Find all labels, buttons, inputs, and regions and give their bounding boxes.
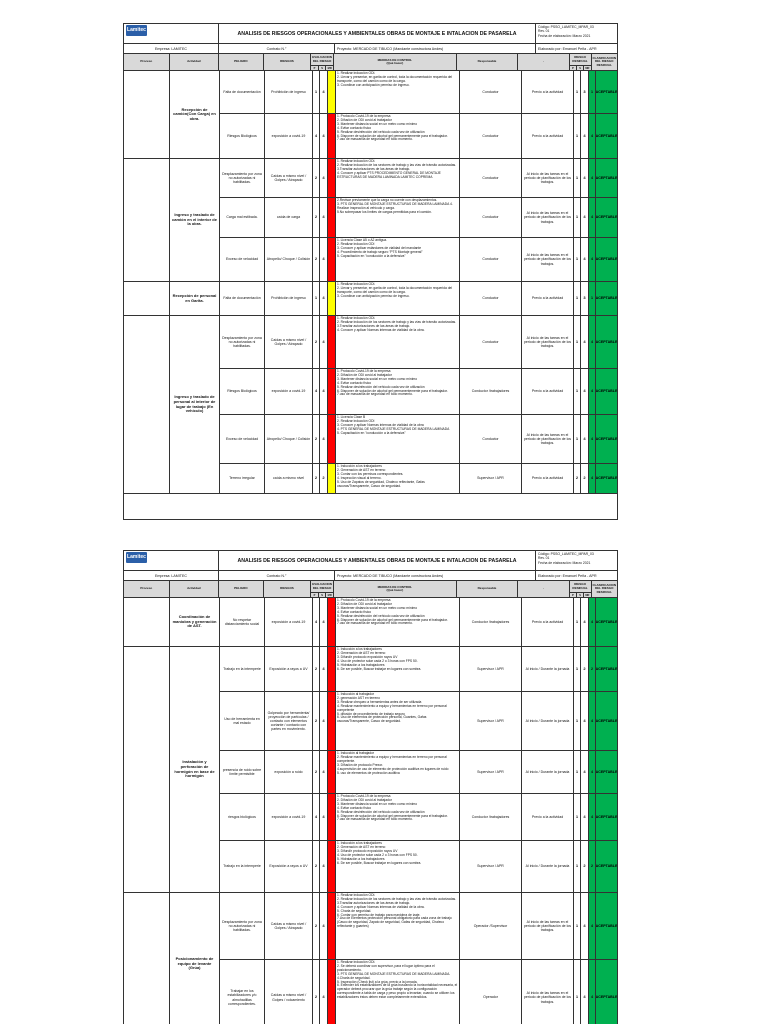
col-s2: S [577, 593, 584, 597]
responsable-cell: Conductor [460, 159, 522, 197]
severidad-residual-cell: 4 [581, 159, 589, 197]
peligro-cell: Desplazamiento por zona no autorizadas ni habilitadas. [220, 893, 265, 959]
magnitud-riesgo-cell [328, 282, 336, 315]
probabilidad-cell: 1 [313, 282, 320, 315]
magnitud-residual-cell: 4 [589, 692, 596, 750]
severidad-residual-cell: 4 [581, 114, 589, 158]
medidas-control-cell: 2.Revisar previamente que la carga no cuente con desplazamientos. 3. PTS GENERAL DE MONTAJE ESTRUCTURAS DE MADERA LAMINADA 4. Realizar inspección al vehículo y carga. 5.No sobrepasar los límites de cargas permitidas para el camión. [336, 198, 460, 237]
severidad-cell: 4 [320, 316, 328, 368]
temporalidad-cell: Al inicio de las tareas en el periodo de planificación de los trabajos. [522, 238, 574, 281]
clasificacion-residual-cell: ACEPTABLE [596, 369, 617, 414]
project-field: Proyecto: MERCADO DE TIBUCO (Mandante constructora Andes) [335, 571, 536, 580]
riesgo-cell: Exposición a rayos a UV [265, 647, 313, 691]
activity-label: Ingreso y traslado de personal al interior de lugar de trabajo (En vehículo) [170, 316, 220, 494]
clasificacion-residual-cell: ACEPTABLE [596, 464, 617, 493]
probabilidad-residual-cell: 1 [574, 114, 581, 158]
clasificacion-residual-cell: ACEPTABLE [596, 647, 617, 691]
severidad-residual-cell: 4 [581, 794, 589, 840]
probabilidad-cell: 2 [313, 159, 320, 197]
magnitud-residual-cell: 4 [589, 415, 596, 463]
document-revision: Rev. 01 [538, 29, 550, 34]
severidad-residual-cell: 4 [581, 598, 589, 646]
peligro-cell: Carga mal estibada. [220, 198, 265, 237]
peligro-cell: presencia de ruido sobre límite permisible [220, 751, 265, 793]
peligro-cell: Exceso de velocidad [220, 238, 265, 281]
magnitud-riesgo-cell [328, 960, 336, 1024]
activity-label: Coordinación de maniobra y generación de AST. [170, 598, 220, 647]
temporalidad-cell: Previo a la actividad [522, 282, 574, 315]
clasificacion-residual-cell: ACEPTABLE [596, 598, 617, 646]
info-row [124, 571, 617, 581]
probabilidad-residual-cell: 1 [574, 238, 581, 281]
severidad-residual-cell: 3 [581, 71, 589, 113]
probabilidad-cell: 2 [313, 647, 320, 691]
project-field: Proyecto: MERCADO DE TIBUCO (Mandante constructora Andes) [335, 44, 536, 53]
severidad-cell: 4 [320, 893, 328, 959]
clasificacion-residual-cell: ACEPTABLE [596, 159, 617, 197]
process-group-cell [124, 316, 170, 494]
medidas-control-cell: 1. Realizar inducción ODI. 2. Se deberá coordinar con supervisor, para el lugar óptimo para el posicionamiento. 3. PTS GENERAL DE MONTAJE ESTRUCTURAS DE MADERA LAMINADA. 4.Charla de seguridad. 5. Inspección (Check list) a la grúa, previo a la jornada. 6. Extender los estabilizadores de la grúa buscando la horizontalidad necesaria, el operador deberá procurar que la grúa trabaje según la configuración correspondiente a tabla de carga y peso propio a levantar, cuando se utilicen los estabilizadores éstos deben estar completamente extendidos. [336, 960, 460, 1024]
probabilidad-residual-cell: 2 [574, 464, 581, 493]
riesgo-cell: exposición a ruido [265, 751, 313, 793]
process-group-cell [124, 71, 170, 159]
process-group-cell [124, 159, 170, 282]
temporalidad-cell: Previo a la actividad [522, 369, 574, 414]
severidad-cell: 4 [320, 647, 328, 691]
probabilidad-cell: 4 [313, 114, 320, 158]
probabilidad-cell: 2 [313, 751, 320, 793]
clasificacion-residual-cell: ACEPTABLE [596, 282, 617, 315]
sheet-header [124, 551, 617, 571]
magnitud-residual-cell: 4 [589, 794, 596, 840]
responsable-cell: Operador [460, 960, 522, 1024]
peligro-cell: Trabajo en la intemperie [220, 647, 265, 691]
severidad-residual-cell: 4 [581, 893, 589, 959]
magnitud-residual-cell: 4 [589, 464, 596, 493]
col-riesgo: RIESGOS [264, 581, 312, 597]
process-group-cell [124, 598, 170, 647]
col-responsable: Responsable [457, 581, 518, 597]
peligro-cell: Desplazamiento por zona no autorizadas ni habilitadas. [220, 159, 265, 197]
probabilidad-residual-cell: 1 [574, 159, 581, 197]
peligro-cell: Riesgos Biológicos [220, 369, 265, 414]
probabilidad-residual-cell: 1 [574, 369, 581, 414]
document-title: ANALISIS DE RIESGOS OPERACIONALES Y AMBIENTALES OBRAS DE MONTAJE E INTALACION DE PASARELA [219, 24, 536, 43]
severidad-cell: 4 [320, 751, 328, 793]
clasificacion-residual-cell: ACEPTABLE [596, 893, 617, 959]
document-code-box [536, 24, 617, 43]
column-headers [124, 581, 617, 598]
riesgo-cell: Caídas a mismo nivel / Golpes / Atrapado [265, 893, 313, 959]
peligro-cell: Uso de herramienta en mal estado [220, 692, 265, 750]
peligro-cell: No respetar distanciamiento social [220, 598, 265, 646]
responsable-cell: Conductor /trabajadores [460, 369, 522, 414]
col-actividad: Actividad [170, 581, 220, 597]
col-calificacion: CLASIFICACION DEL RIESGO RESIDUAL [592, 55, 616, 67]
peligro-cell: Exceso de velocidad [220, 415, 265, 463]
medidas-control-cell: 1. Inducción a los trabajadores 2. Generación de AST en terreno 3. Contar con los permisos correspondientes. 4. Inspección visual al terreno. 5. Uso de Zapatos de seguridad, Chaleco reflectante, Gafas oscuras/Transparente, Casco de seguridad. [336, 464, 460, 493]
severidad-cell: 4 [320, 960, 328, 1024]
document-date: Fecha de elaboración: Marzo 2021 [538, 560, 591, 565]
col-residual-label: RIESGO RESIDUAL [572, 55, 588, 63]
clasificacion-residual-cell: ACEPTABLE [596, 841, 617, 892]
responsable-cell: Conductor [460, 71, 522, 113]
magnitud-residual-cell: 4 [589, 316, 596, 368]
severidad-residual-cell: 4 [581, 369, 589, 414]
severidad-cell: 4 [320, 282, 328, 315]
peligro-cell: Falta de documentación [220, 282, 265, 315]
severidad-residual-cell: 4 [581, 415, 589, 463]
responsable-cell: Conductor /trabajadores [460, 794, 522, 840]
medidas-control-cell: 1. Licencia Clase A5 o A2 antigua. 2. Realizar inducción ODI 3. Conocer y aplicar estándares de vialidad del mandante 4. Procedimiento de trabajo seguro "PTS Montaje general" 5. Capacitación en "conducción a la defensiva" [336, 238, 460, 281]
severidad-residual-cell: 4 [581, 692, 589, 750]
severidad-cell: 4 [320, 841, 328, 892]
responsable-cell: Supervisor / APR [460, 692, 522, 750]
riesgo-cell: caída de carga [265, 198, 313, 237]
clasificacion-residual-cell: ACEPTABLE [596, 316, 617, 368]
lamitec-logo: Lamitec [126, 552, 147, 563]
magnitud-riesgo-cell [328, 893, 336, 959]
col-peligro: PELIGRO [219, 54, 264, 70]
responsable-cell: Conductor [460, 282, 522, 315]
col-residual-label: RIESGO RESIDUAL [572, 582, 588, 590]
document-title: ANALISIS DE RIESGOS OPERACIONALES Y AMBIENTALES OBRAS DE MONTAJE E INTALACION DE PASARELA [219, 551, 536, 570]
temporalidad-cell: Al inicio / Durante la jornada [522, 751, 574, 793]
medidas-control-cell: 1. Protocolo Covid-19 de la empresa 2. Difusión de ODI covid al trabajador 3. Mantener distancia social en un metro como mínimo 4. Evitar contacto físico 5. Realizar desinfección del vehículo cada vez de utilización 6. Disponer de solución de alcohol gel permanentemente para el trabajador. 7.uso de mascarilla de seguridad en todo momento. [336, 794, 460, 840]
probabilidad-residual-cell: 1 [574, 960, 581, 1024]
probabilidad-cell: 2 [313, 316, 320, 368]
probabilidad-residual-cell: 1 [574, 893, 581, 959]
col-evaluacion-label: EVALUACION DEL RIESGO [312, 55, 332, 63]
temporalidad-cell: Previo a la actividad [522, 794, 574, 840]
probabilidad-cell: 2 [313, 692, 320, 750]
riesgo-cell: Prohibición de ingreso [265, 71, 313, 113]
severidad-residual-cell: 4 [581, 316, 589, 368]
medidas-control-cell: 1. Inducción al trabajador 2. Realizar mantenimiento a equipo y herramientas en terreno por personal competente. 3. Difusión de protocolo Prexor. 4.supervisión de uso de elemento de protección auditiva en lugares de ruido 5. uso de elementos de protección auditiva [336, 751, 460, 793]
probabilidad-cell: 2 [313, 198, 320, 237]
probabilidad-residual-cell: 1 [574, 751, 581, 793]
severidad-cell: 2 [320, 464, 328, 493]
temporalidad-cell: Al inicio de las tareas en el periodo de planificación de los trabajos. [522, 316, 574, 368]
activity-label: Instalación y perforación de hormigón en base de hormigón [170, 647, 220, 893]
medidas-control-cell: 1. Inducción al trabajador 2. generación AST en terreno 3. Realizar chequeo a herramientas antes de ser utilizada 4. Realizar mantenimiento a equipo y herramientas en terreno por personal competente 5. difusión de procedimiento de trabajo seguro 6. Uso de elementos de protección personal, Guantes, Gafas oscuras/Transparente, Casco de seguridad. [336, 692, 460, 750]
responsable-cell: Conductor [460, 198, 522, 237]
col-s2: S [577, 66, 584, 70]
magnitud-riesgo-cell [328, 114, 336, 158]
clasificacion-residual-cell: ACEPTABLE [596, 960, 617, 1024]
activity-label: Ingreso y traslado de camión en el interior de la obra. [170, 159, 220, 282]
riesgo-cell: exposición a covid-19 [265, 114, 313, 158]
col-medidas: MEDIDAS DE CONTROL (Qué hacer) [334, 54, 457, 70]
riesgo-cell: Exposición a rayos a UV [265, 841, 313, 892]
riesgo-cell: exposición a covid-19 [265, 369, 313, 414]
medidas-control-cell: 1. Protocolo Covid-19 de la empresa 2. Difusión de ODI covid al trabajador 3. Mantener distancia social en un metro como mínimo 4. Evitar contacto físico 5. Realizar desinfección del vehículo cada vez de utilización 6. Disponer de solución de alcohol gel permanentemente para el trabajador. 7.uso de mascarilla de seguridad en todo momento. [336, 598, 460, 646]
severidad-residual-cell: 4 [581, 960, 589, 1024]
col-temporalidad: - [518, 54, 570, 70]
risk-matrix-sheet-2 [123, 550, 618, 1024]
probabilidad-cell: 2 [313, 841, 320, 892]
col-medidas: MEDIDAS DE CONTROL (Qué hacer) [334, 581, 457, 597]
severidad-residual-cell: 2 [581, 647, 589, 691]
company-field: Empresa: LAMITEC [124, 571, 219, 580]
riesgo-cell: Golpeado por herramienta/ proyección de partículas / contacto con elementos cortante / contacto con partes en movimiento. [265, 692, 313, 750]
col-p2: P [570, 66, 577, 70]
riesgo-cell: caída a mismo nivel [265, 464, 313, 493]
magnitud-riesgo-cell [328, 71, 336, 113]
severidad-cell: 4 [320, 71, 328, 113]
sheet-header [124, 24, 617, 44]
magnitud-riesgo-cell [328, 198, 336, 237]
magnitud-residual-cell: 2 [589, 841, 596, 892]
severidad-cell: 4 [320, 692, 328, 750]
temporalidad-cell: Al inicio de las tareas en el periodo de planificación de los trabajos. [522, 159, 574, 197]
magnitud-residual-cell: 2 [589, 647, 596, 691]
risk-matrix-sheet-1 [123, 23, 618, 520]
probabilidad-residual-cell: 1 [574, 415, 581, 463]
info-row [124, 44, 617, 54]
magnitud-riesgo-cell [328, 598, 336, 646]
peligro-cell: Riesgos Biológicos [220, 114, 265, 158]
riesgo-cell: exposición a covid-19 [265, 794, 313, 840]
magnitud-riesgo-cell [328, 369, 336, 414]
probabilidad-residual-cell: 1 [574, 841, 581, 892]
probabilidad-residual-cell: 1 [574, 647, 581, 691]
temporalidad-cell: Al inicio de las tareas en el periodo de planificación de los trabajos. [522, 960, 574, 1024]
magnitud-residual-cell: 4 [589, 198, 596, 237]
col-mr2: MR [585, 67, 590, 70]
medidas-control-cell: 1. Realizar inducción ODI. 2. Realizar inducción de los sectores de trabajo y las vías de tránsito autorizadas. 3.Transitar autorizaciones de las áreas de trabajo. 4. Conocer y aplicar Normas internas de vialidad de la obra. [336, 316, 460, 368]
clasificacion-residual-cell: ACEPTABLE [596, 415, 617, 463]
riesgo-cell: Caídas a mismo nivel / Golpes / volcamiento [265, 960, 313, 1024]
probabilidad-cell: 4 [313, 794, 320, 840]
severidad-residual-cell: 3 [581, 282, 589, 315]
company-logo [124, 551, 219, 570]
medidas-control-cell: 1. Inducción a los trabajadores 2. Generación de AST en terreno 3. Difundir protocolo exposición rayos UV 4. Uso de protector solar cada 2 o 3 horas con FPS 50. 5. Hidratación a los trabajadores 6. De ser posible, Buscar trabajar en lugares con sombra. [336, 841, 460, 892]
clasificacion-residual-cell: ACEPTABLE [596, 794, 617, 840]
probabilidad-cell: 2 [313, 464, 320, 493]
riesgo-cell: Atropello/ Choque / Colisión [265, 415, 313, 463]
severidad-residual-cell: 4 [581, 751, 589, 793]
temporalidad-cell: Previo a la actividad [522, 598, 574, 646]
probabilidad-cell: 2 [313, 415, 320, 463]
magnitud-residual-cell: 4 [589, 893, 596, 959]
medidas-control-cell: 1. Licencia Clase B 2. Realizar inducción ODI 3. Conocer y aplicar Normas internas de vialidad de la obra 4. PTS GENERAL DE MONTAJE ESTRUCTURAS DE MADERA LAMINADA 5. Capacitación en "conducción a la defensiva" [336, 415, 460, 463]
medidas-control-cell: 1. Realizar inducción ODI. 2. Llevar y presentar, en garita de control, toda la documentación requerida del transporte, como del camión como de la carga. 3. Coordinar con anticipación permiso de ingreso. [336, 71, 460, 113]
temporalidad-cell: Al inicio de las tareas en el periodo de planificación de los trabajos. [522, 415, 574, 463]
severidad-cell: 4 [320, 114, 328, 158]
peligro-cell: Falta de documentación [220, 71, 265, 113]
riesgo-cell: Atropello/ Choque / Colisión [265, 238, 313, 281]
clasificacion-residual-cell: ACEPTABLE [596, 198, 617, 237]
process-group-cell [124, 893, 170, 1024]
document-revision: Rev. 01 [538, 556, 550, 561]
riesgo-cell: Caídas a mismo nivel / Golpes / Atrapado [265, 159, 313, 197]
magnitud-residual-cell: 4 [589, 369, 596, 414]
clasificacion-residual-cell: ACEPTABLE [596, 238, 617, 281]
severidad-residual-cell: 4 [581, 238, 589, 281]
col-s: S [319, 593, 327, 597]
magnitud-riesgo-cell [328, 159, 336, 197]
col-mr2: MR [585, 594, 590, 597]
col-evaluacion [311, 581, 334, 597]
company-logo [124, 24, 219, 43]
responsable-cell: Supervisor / APR [460, 464, 522, 493]
col-mr: MR [327, 594, 332, 597]
magnitud-riesgo-cell [328, 692, 336, 750]
col-riesgo-residual [570, 54, 592, 70]
document-code: Código: PSSO_LAMITEC_MPAR_03 [538, 552, 594, 556]
clasificacion-residual-cell: ACEPTABLE [596, 751, 617, 793]
temporalidad-cell: Al inicio / Durante la jornada [522, 692, 574, 750]
severidad-cell: 4 [320, 415, 328, 463]
elaborated-by-field: Elaborado por: Emanuel Peña - APR [538, 574, 597, 578]
medidas-control-cell: 1. Protocolo Covid-19 de la empresa 2. Difusión de ODI covid al trabajador 3. Mantener distancia social en un metro como mínimo 4. Evitar contacto físico 5. Realizar desinfección del vehículo cada vez de utilización 6. Disponer de solución de alcohol gel permanentemente para el trabajador. 7.uso de mascarilla de seguridad en todo momento. [336, 369, 460, 414]
severidad-cell: 4 [320, 369, 328, 414]
col-responsable: Responsable [457, 54, 518, 70]
magnitud-riesgo-cell [328, 316, 336, 368]
risk-rows [124, 71, 617, 520]
severidad-cell: 4 [320, 238, 328, 281]
medidas-control-cell: 1. Realizar inducción ODI. 2. Realizar inducción de los sectores de trabajo y las vías de tránsito autorizadas. 3.Transitar autorizaciones de las áreas de trabajo. 4. Conocer y aplicar PTS PROCEDIMIENTO GENERAL DE MONTAJE ESTRUCTURAS DE MADERA LAMINADA LAMITEC COPREMA [336, 159, 460, 197]
magnitud-residual-cell: 4 [589, 238, 596, 281]
magnitud-riesgo-cell [328, 841, 336, 892]
responsable-cell: Conductor [460, 238, 522, 281]
severidad-residual-cell: 2 [581, 464, 589, 493]
temporalidad-cell: Al inicio / Durante la jornada [522, 647, 574, 691]
document-code-box [536, 551, 617, 570]
temporalidad-cell: Previo a la actividad [522, 71, 574, 113]
probabilidad-residual-cell: 1 [574, 692, 581, 750]
magnitud-riesgo-cell [328, 751, 336, 793]
probabilidad-residual-cell: 1 [574, 598, 581, 646]
clasificacion-residual-cell: ACEPTABLE [596, 692, 617, 750]
severidad-cell: 4 [320, 198, 328, 237]
document-date: Fecha de elaboración: Marzo 2021 [538, 33, 591, 38]
col-riesgo-residual [570, 581, 592, 597]
magnitud-residual-cell: 4 [589, 159, 596, 197]
responsable-cell: Conductor [460, 114, 522, 158]
severidad-residual-cell: 2 [581, 841, 589, 892]
medidas-control-cell: 1. Realizar inducción ODI. 2. Llevar y presentar, en garita de control, toda la documentación requerida del transporte, como del camión como de la carga. 3. Coordinar con anticipación permiso de ingreso. [336, 282, 460, 315]
probabilidad-residual-cell: 1 [574, 71, 581, 113]
temporalidad-cell: Previo a la actividad [522, 114, 574, 158]
magnitud-riesgo-cell [328, 647, 336, 691]
magnitud-riesgo-cell [328, 794, 336, 840]
elaborated-by-field: Elaborado por: Emanuel Peña - APR [538, 47, 597, 51]
severidad-cell: 4 [320, 794, 328, 840]
col-calificacion: CLASIFICACION DEL RIESGO RESIDUAL [592, 582, 616, 594]
medidas-control-cell: 1. Inducción a los trabajadores 2. Generación de AST en terreno 3. Difundir protocolo exposición rayos UV 4. Uso de protector solar cada 2 o 3 horas con FPS 50. 5. Hidratación a los trabajadores 6. De ser posible, Buscar trabajar en lugares con sombra. [336, 647, 460, 691]
process-group-cell [124, 282, 170, 316]
medidas-control-cell: 1. Protocolo Covid-19 de la empresa 2. Difusión de ODI covid al trabajador 3. Mantener distancia social en un metro como mínimo 4. Evitar contacto físico 5. Realizar desinfección del vehículo cada vez de utilización 6. Disponer de solución de alcohol gel permanentemente para el trabajador. 7.uso de mascarilla de seguridad en todo momento. [336, 114, 460, 158]
probabilidad-residual-cell: 1 [574, 282, 581, 315]
contract-field: Contrato N.° [219, 571, 335, 580]
risk-rows [124, 598, 617, 1024]
temporalidad-cell: Al inicio / Durante la jornada [522, 841, 574, 892]
riesgo-cell: Caídas a mismo nivel / Golpes / Atrapado [265, 316, 313, 368]
magnitud-residual-cell: 1 [589, 71, 596, 113]
severidad-residual-cell: 4 [581, 198, 589, 237]
process-group-cell [124, 647, 170, 893]
company-field: Empresa: LAMITEC [124, 44, 219, 53]
probabilidad-cell: 2 [313, 960, 320, 1024]
probabilidad-residual-cell: 1 [574, 316, 581, 368]
responsable-cell: Conductor [460, 316, 522, 368]
probabilidad-cell: 1 [313, 71, 320, 113]
col-mr: MR [327, 67, 332, 70]
col-evaluacion [311, 54, 334, 70]
magnitud-riesgo-cell [328, 415, 336, 463]
medidas-control-cell: 1. Realizar inducción ODI. 2. Realizar inducción de los sectores de trabajo y las vías de tránsito autorizadas. 3.Transitar autorizaciones de las áreas de trabajo. 4. Conocer y aplicar Normas internas de vialidad de la obra. 5. Charla de seguridad. 6. Contar con permiso de trabajo para maniobra de izaje. 7.Uso de Elementos protección personal obligatorio para cada zona de trabajo (Casco de seguridad, Zapato de seguridad, Gafas de seguridad, Chaleco reflectante y guantes) [336, 893, 460, 959]
col-temporalidad: - [518, 581, 570, 597]
activity-label: Recepción de camión(Con Carga) en obra. [170, 71, 220, 159]
peligro-cell: Terreno irregular [220, 464, 265, 493]
probabilidad-residual-cell: 1 [574, 794, 581, 840]
magnitud-riesgo-cell [328, 238, 336, 281]
col-actividad: Actividad [170, 54, 220, 70]
col-peligro: PELIGRO [219, 581, 264, 597]
column-headers [124, 54, 617, 71]
col-proceso: Proceso [124, 581, 170, 597]
col-p: P [311, 593, 319, 597]
clasificacion-residual-cell: ACEPTABLE [596, 114, 617, 158]
col-proceso: Proceso [124, 54, 170, 70]
col-riesgo: RIESGOS [264, 54, 312, 70]
riesgo-cell: Prohibición de ingreso [265, 282, 313, 315]
magnitud-residual-cell: 4 [589, 960, 596, 1024]
contract-field: Contrato N.° [219, 44, 335, 53]
responsable-cell: Conductor [460, 415, 522, 463]
responsable-cell: Supervisor / APR [460, 647, 522, 691]
peligro-cell: Trabajo en la intemperie [220, 841, 265, 892]
severidad-cell: 4 [320, 159, 328, 197]
peligro-cell: Trabajar en los estabilizadores y/o almohadillas correspondientes. [220, 960, 265, 1024]
responsable-cell: Conductor /trabajadores [460, 598, 522, 646]
probabilidad-cell: 2 [313, 238, 320, 281]
lamitec-logo: Lamitec [126, 25, 147, 36]
temporalidad-cell: Al inicio de las tareas en el periodo de planificación de los trabajos. [522, 893, 574, 959]
col-evaluacion-label: EVALUACION DEL RIESGO [312, 582, 332, 590]
temporalidad-cell: Al inicio de las tareas en el periodo de planificación de los trabajos. [522, 198, 574, 237]
probabilidad-cell: 2 [313, 893, 320, 959]
magnitud-riesgo-cell [328, 464, 336, 493]
col-p: P [311, 66, 319, 70]
document-code: Código: PSSO_LAMITEC_MPAR_03 [538, 25, 594, 29]
temporalidad-cell: Previo a la actividad [522, 464, 574, 493]
col-p2: P [570, 593, 577, 597]
probabilidad-cell: 4 [313, 598, 320, 646]
riesgo-cell: exposición a covid-19 [265, 598, 313, 646]
clasificacion-residual-cell: ACEPTABLE [596, 71, 617, 113]
responsable-cell: Operador /Supervisor [460, 893, 522, 959]
col-s: S [319, 66, 327, 70]
responsable-cell: Supervisor / APR [460, 751, 522, 793]
magnitud-residual-cell: 4 [589, 598, 596, 646]
activity-label: Recepción de personal en Garita. [170, 282, 220, 316]
probabilidad-cell: 4 [313, 369, 320, 414]
peligro-cell: riesgos biológicos [220, 794, 265, 840]
magnitud-residual-cell: 1 [589, 282, 596, 315]
magnitud-residual-cell: 4 [589, 751, 596, 793]
severidad-cell: 4 [320, 598, 328, 646]
peligro-cell: Desplazamiento por zona no autorizadas ni habilitadas. [220, 316, 265, 368]
probabilidad-residual-cell: 1 [574, 198, 581, 237]
magnitud-residual-cell: 4 [589, 114, 596, 158]
responsable-cell: Supervisor / APR [460, 841, 522, 892]
activity-label: Posicionamiento de equipo de levante (Grúa) [170, 893, 220, 1024]
